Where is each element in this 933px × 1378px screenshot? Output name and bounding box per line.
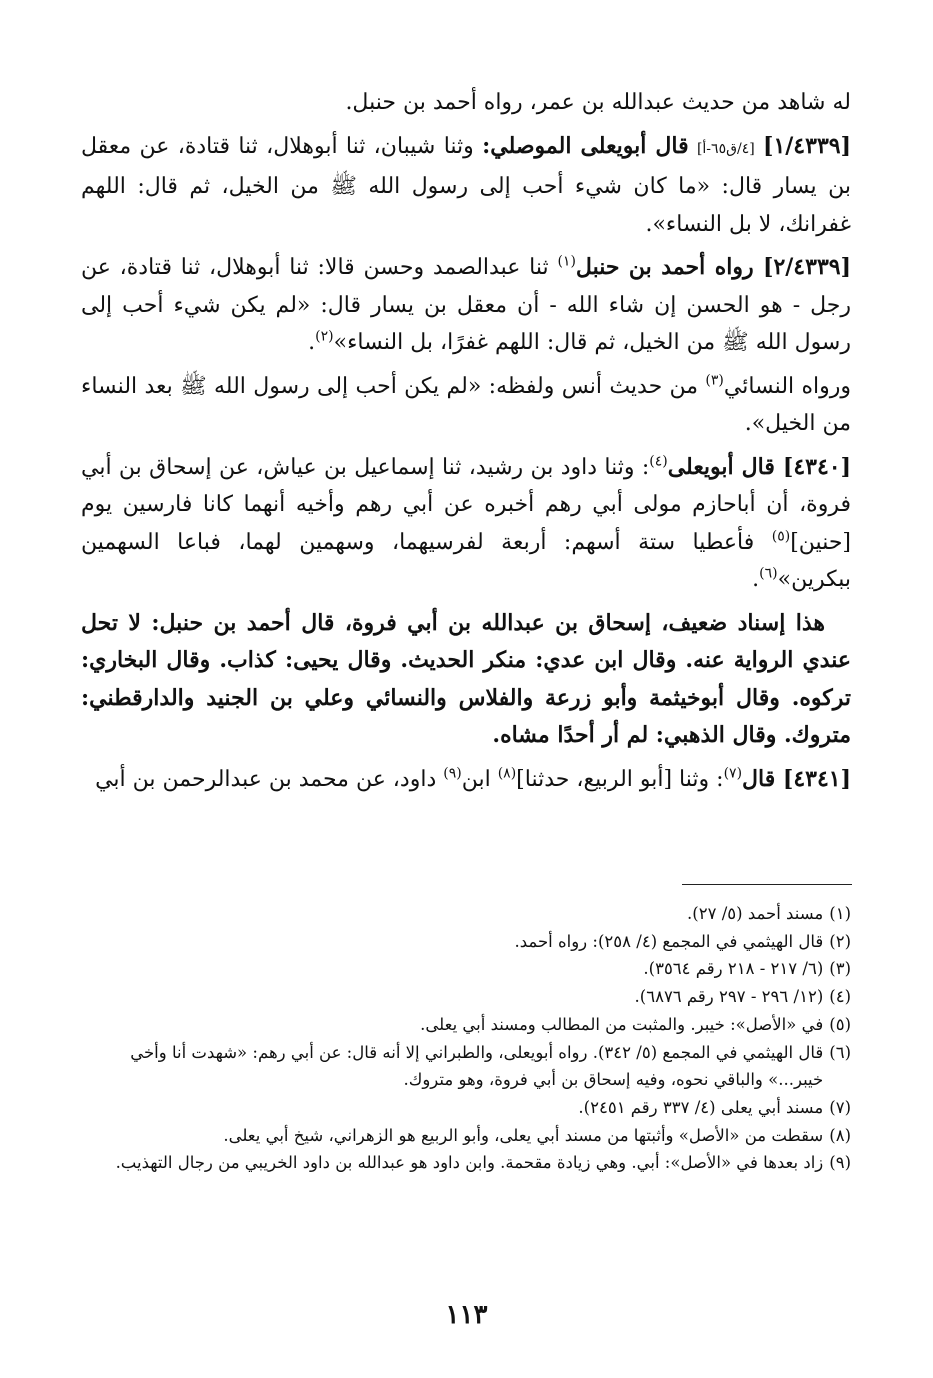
footnote-text: سقطت من «الأصل» وأثبتها من مسند أبي يعلى، وأبو الربيع هو الزهراني، شيخ أبي يعلى. [223, 1125, 824, 1145]
paragraph-5 [81, 449, 851, 599]
footnote [81, 955, 851, 983]
footnote-number: (١) [829, 904, 851, 923]
footnote-divider [682, 884, 852, 885]
footnote [81, 1039, 851, 1094]
footnote-text: مسند أحمد (٥/ ٢٧). [687, 904, 824, 923]
footnote [81, 928, 851, 956]
manuscript-ref: [٤/ق٦٥-أ] [696, 140, 755, 157]
footnote-marker[interactable]: (٩) [443, 765, 462, 782]
paragraph-6 [81, 605, 851, 755]
punctuation: . [752, 567, 760, 592]
footnotes [81, 900, 851, 1177]
footnote-marker[interactable]: (٤) [649, 453, 668, 470]
footnote-number: (٢) [829, 931, 851, 951]
footnote-marker[interactable]: (٧) [723, 765, 743, 782]
paragraph-text: ورواه النسائي [723, 373, 851, 399]
hadith-number: [٤٣٤١] قال [742, 765, 851, 792]
footnote [81, 1094, 851, 1122]
footnote-number: (٤) [829, 987, 851, 1007]
footnote-marker[interactable]: (٣) [705, 372, 724, 389]
footnote-number: (٣) [829, 959, 851, 979]
footnote-text: في «الأصل»: خيبر. والمثبت من المطالب ومسند أبي يعلى. [420, 1014, 824, 1034]
footnote-number: (٨) [829, 1125, 851, 1145]
footnote [81, 1011, 851, 1039]
footnote-text: (١٢/ ٢٩٦ - ٢٩٧ رقم ٦٨٧٦). [634, 987, 824, 1007]
footnote-marker[interactable]: (٢) [315, 328, 334, 345]
paragraph-text: من حديث أنس ولفظه: «لم يكن أحب إلى رسول الله ﷺ بعد النساء من الخيل». [81, 373, 851, 436]
paragraph-text: وثنا شيبان، ثنا أبوهلال، ثنا قتادة، عن معقل بن يسار قال: «ما كان شيء أحب إلى رسول الله ﷺ من الخيل، ثم قال: اللهم غفرانك، لا بل النساء». [81, 133, 851, 237]
footnote-text: مسند أبي يعلى (٤/ ٣٣٧ رقم ٢٤٥١). [578, 1097, 824, 1117]
narrator-heading: قال أبويعلى الموصلي: [482, 132, 689, 159]
footnote [81, 1149, 851, 1177]
paragraph-text: فأعطيا ستة أسهم: أربعة لفرسيهما، وسهمين لهما، فباعا السهمين ببكرين» [81, 529, 851, 592]
hadith-number: [٤٣٤٠] قال أبويعلى [667, 453, 851, 480]
paragraph-text: داود، عن محمد بن عبدالرحمن بن أبي [95, 766, 437, 792]
footnote-number: (٧) [829, 1097, 851, 1117]
paragraph-text: ثنا عبدالصمد وحسن قالا: ثنا أبوهلال، ثنا قتادة، عن رجل - هو الحسن إن شاء الله - أن معقل بن يسار قال: «لم يكن شيء أحب إلى رسول الله ﷺ من الخيل، ثم قال: اللهم غفرًا، بل النساء» [81, 255, 851, 355]
footnote-marker[interactable]: (٦) [759, 565, 778, 582]
footnote-marker[interactable]: (٨) [497, 765, 517, 782]
footnote-number: (٩) [829, 1153, 851, 1173]
paragraph-2 [81, 128, 851, 244]
punctuation: . [308, 330, 316, 355]
footnote-text: (٦/ ٢١٧ - ٢١٨ رقم ٣٥٦٤). [643, 959, 824, 979]
paragraph-7 [81, 761, 851, 799]
footnote-number: (٥) [829, 1014, 851, 1034]
hadith-number: [٢/٤٣٣٩] رواه أحمد بن حنبل [575, 254, 851, 280]
footnote-text: قال الهيثمي في المجمع (٥/ ٣٤٢). رواه أبويعلى، والطبراني إلا أنه قال: عن أبي رهم: «شهدت أنا وأخي خيبر...» والباقي نحوه، وفيه إسحاق بن أبي فروة، وهو متروك. [130, 1042, 824, 1090]
footnote-marker[interactable]: (١) [557, 253, 576, 270]
paragraph-4 [81, 368, 851, 443]
paragraph-text: : وثنا داود بن رشيد، ثنا إسماعيل بن عياش، عن إسحاق بن أبي فروة، أن أباحازم مولى أبي رهم أخبره عن أبي رهم وأخيه أنهما كانا فارسين يوم [حنين] [81, 454, 852, 555]
paragraph-3 [81, 249, 851, 362]
footnote-text: زاد بعدها في «الأصل»: أبي. وهي زيادة مقحمة. وابن داود هو عبدالله بن داود الخريبي من رجال التهذيب. [115, 1153, 824, 1173]
main-text [81, 84, 851, 804]
paragraph-text: له شاهد من حديث عبدالله بن عمر، رواه أحمد بن حنبل. [345, 90, 851, 115]
paragraph-text: ابن [461, 766, 491, 792]
footnote [81, 983, 851, 1011]
footnote-text: قال الهيثمي في المجمع (٤/ ٢٥٨): رواه أحمد. [514, 931, 824, 951]
footnote [81, 1122, 851, 1150]
page-number: ١١٣ [445, 1300, 488, 1330]
paragraph-text: : وثنا [أبو الربيع، حدثنا] [516, 766, 724, 792]
footnote-marker[interactable]: (٥) [771, 528, 791, 545]
paragraph-1 [81, 84, 851, 122]
isnad-commentary: هذا إسناد ضعيف، إسحاق بن عبدالله بن أبي فروة، قال أحمد بن حنبل: لا تحل عندي الرواية عنه. وقال ابن عدي: منكر الحديث. وقال يحيى: كذاب. وقال البخاري: تركوه. وقال أبوخيثمة وأبو زرعة والفلاس والنسائي وعلي بن الجنيد والدارقطني: متروك. وقال الذهبي: لم أر أحدًا مشاه. [81, 609, 851, 748]
footnote-number: (٦) [829, 1042, 851, 1062]
hadith-number: [١/٤٣٣٩] [763, 132, 851, 159]
footnote [81, 900, 851, 928]
